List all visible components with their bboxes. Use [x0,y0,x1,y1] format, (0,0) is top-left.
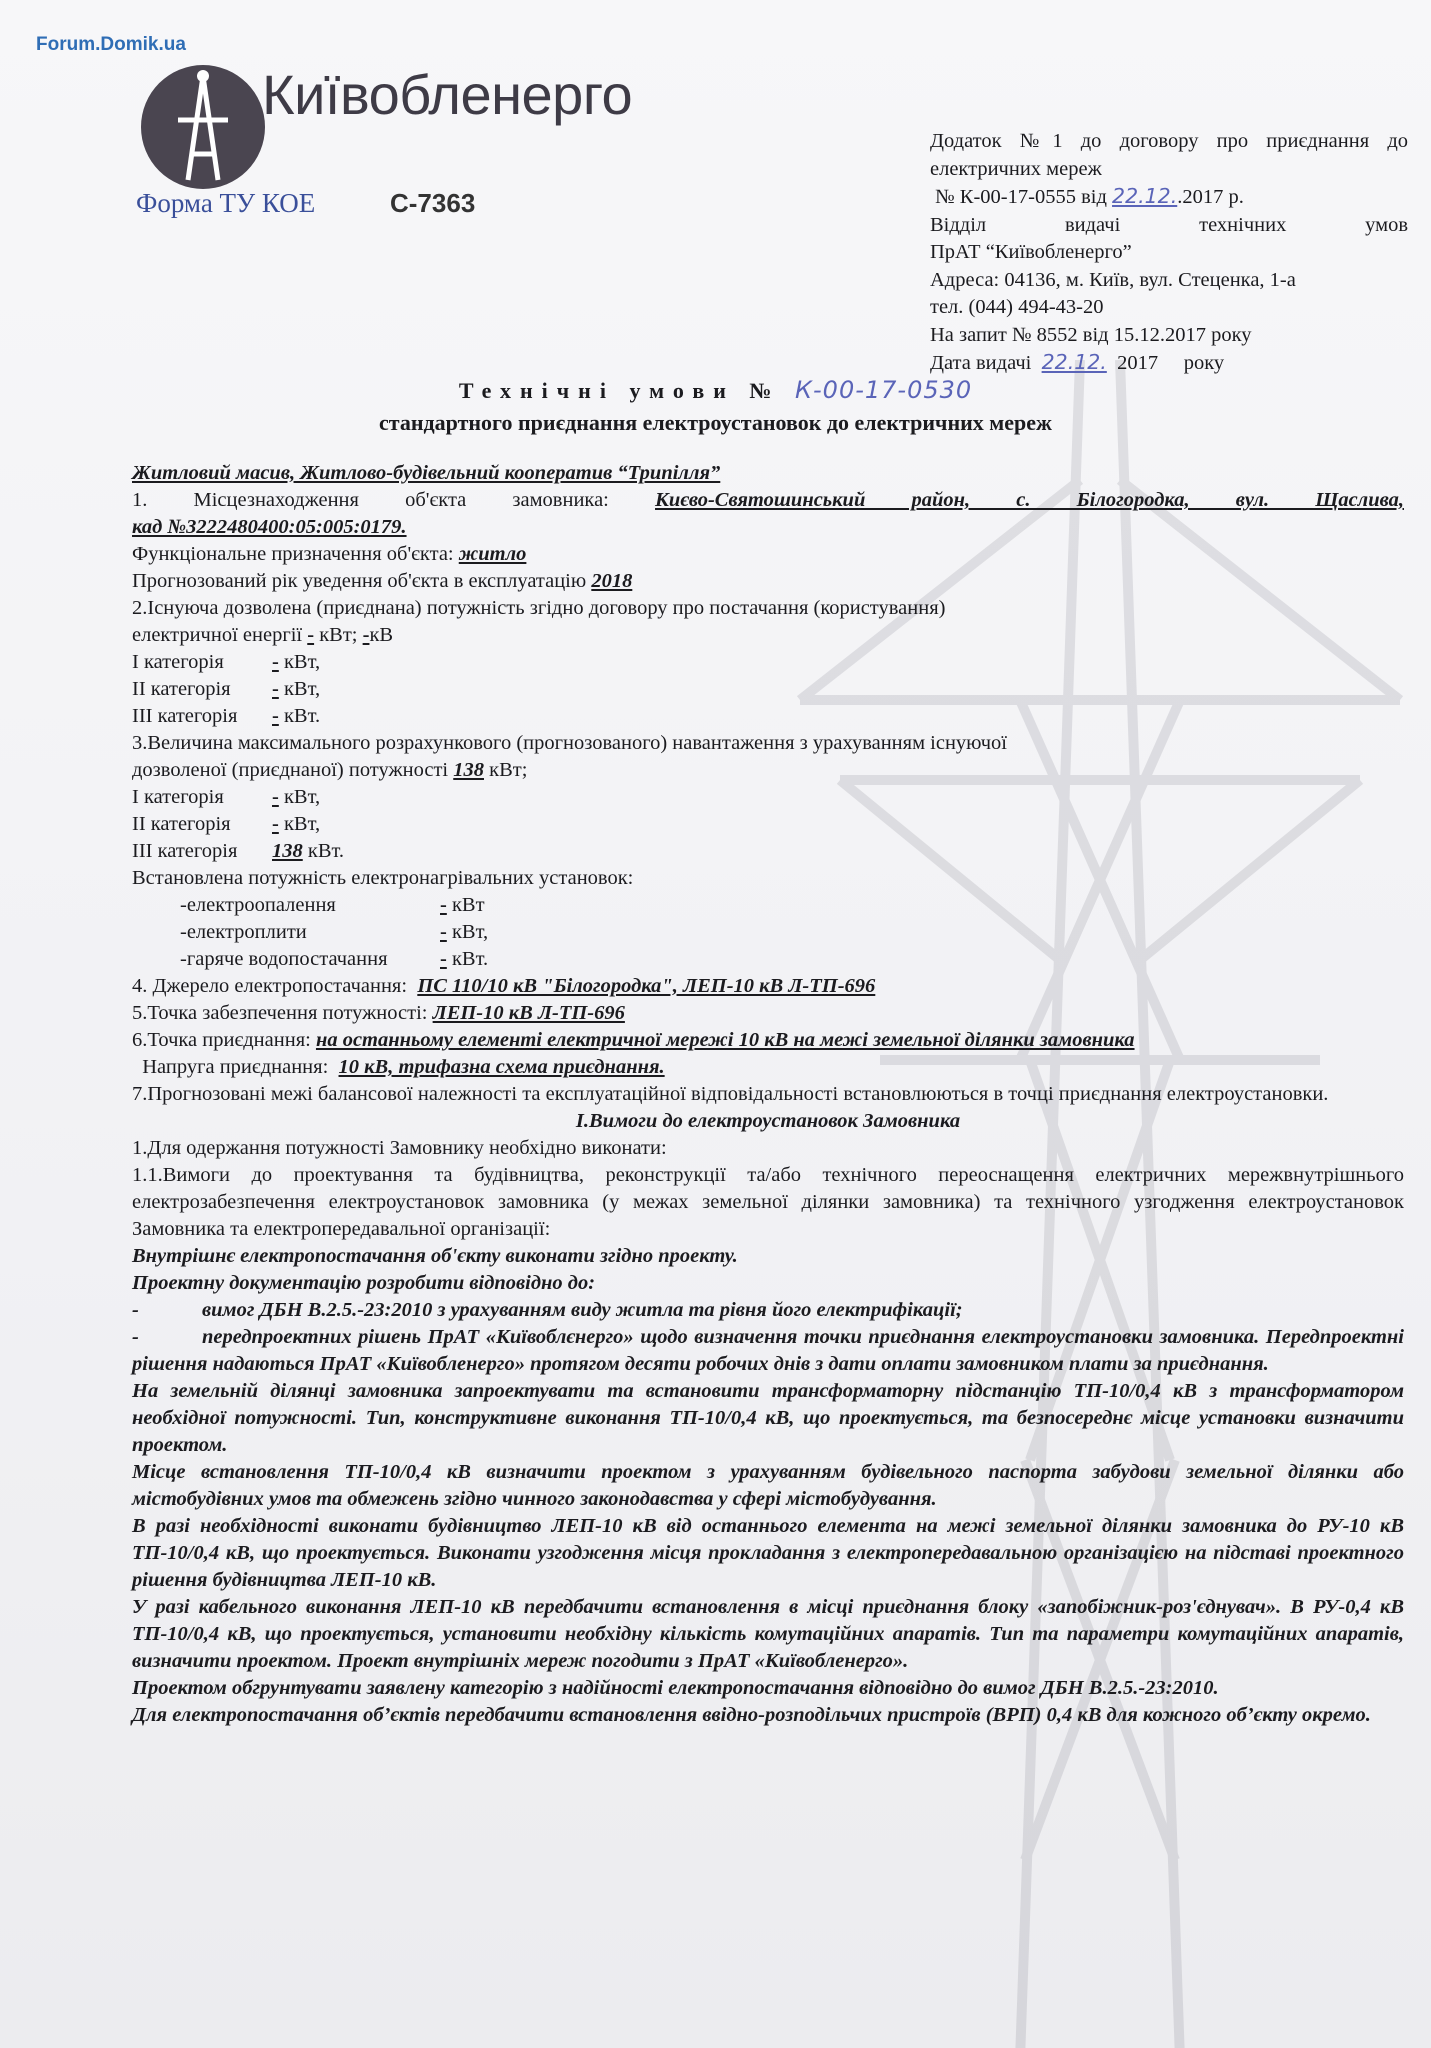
existing-kv: - [362,624,370,646]
voltage-label: Напруга приєднання: [142,1056,329,1078]
requirement-text: Проектну документацію розробити відповідно до: [132,1272,596,1294]
heating-item-value: - [440,948,447,970]
requirement-list-item [132,1324,1404,1378]
cat-unit: кВт, [283,678,321,700]
heating-label: Встановлена потужність електронагрівальних установок: [132,867,634,889]
addendum-block [930,128,1408,378]
addendum-line: ПрАТ “Київобленерго” [930,241,1132,263]
heating-item-unit: кВт, [451,921,489,943]
section-heading: І.Вимоги до електроустановок Замовника [575,1110,961,1132]
company-logo-icon [138,62,268,192]
handwritten-tu-number: К-00-17-0530 [794,376,973,404]
contract-number-line [930,183,1408,212]
cat-label: І категорія [132,651,224,673]
cat-value: - [272,705,279,727]
max-load-line: 3.Величина максимального розрахункового (прогнозованого) навантаження з урахуванням існуючої [132,732,1007,754]
heating-item-value: - [440,921,447,943]
existing-kv-unit: кВ [369,624,394,646]
function-label: Функціональне призначення об'єкта: [132,543,454,565]
commission-year-line [132,568,1404,595]
heating-item-label: -електроопалення [180,894,336,916]
max-cat-row [132,784,1404,811]
function-line [132,541,1404,568]
source-value: ПС 110/10 кВ "Білогородка", ЛЕП-10 кВ Л-ТП-696 [417,975,876,997]
existing-power-label: електричної енергії [132,624,303,646]
heating-row [132,892,1404,919]
location-label: 1. Місцезнаходження об'єкта замовника: [132,489,609,511]
requirement-list-item [132,1297,1404,1324]
addendum-line: Додаток №1 до договору про приєднання до [930,130,1408,152]
max-load-value: 138 [453,759,484,781]
document-body [132,460,1404,1729]
connection-point-value: на останньому елементі електричної мережі 10 кВ на межі земельної ділянки замовника [315,1029,1135,1051]
source-line [132,973,1404,1000]
cat-label: ІІ категорія [132,813,231,835]
requirement-text: У разі кабельного виконання ЛЕП-10 кВ передбачити встановлення в місці приєднання блоку «запобіжник-роз'єднувач». В РУ-0,4 кВ ТП-10/0,4 кВ, що проектується, установити необхідну кількість комутаційних апаратів. Тип та параметри комутаційних апаратів, визначити проектом. Проект внутрішніх мереж погодити з ПрАТ «Київобленерго». [132,1596,1404,1672]
commission-year-value: 2018 [591,570,633,592]
address-line: Адреса: 04136, м. Київ, вул. Стеценка, 1-а [930,268,1296,291]
requirement-text: В разі необхідності виконати будівництво ЛЕП-10 кВ від останнього елемента на межі земельної ділянки замовника до РУ-10 кВ ТП-10/0,4 кВ, що проектується. Виконати узгодження місця прокладання з електропередавальною організацією на підставі проектного рішення будівництва ЛЕП-10 кВ. [132,1515,1404,1591]
power-point-label: 5.Точка забезпечення потужності: [132,1002,428,1024]
cat-value: - [272,678,279,700]
cat-unit: кВт. [283,705,321,727]
cat-unit: кВт. [307,840,345,862]
request-line: На запит № 8552 від 15.12.2017 року [930,323,1252,346]
handwritten-issue-date: 22.12. [1041,350,1107,374]
issue-year: 2017 [1117,352,1159,374]
existing-power-line: 2.Існуюча дозволена (приєднана) потужність згідно договору про постачання (користування) [132,597,946,619]
list-item-text: вимог ДБН В.2.5.-23:2010 з урахуванням виду житла та рівня його електрифікації; [202,1299,963,1321]
source-label: 4. Джерело електропостачання: [132,975,408,997]
cat-unit: кВт, [283,813,321,835]
voltage-line [132,1054,1404,1081]
forum-watermark: Forum.Domik.ua [36,34,186,55]
existing-kw-unit: кВт; [319,624,358,646]
heating-row [132,919,1404,946]
function-value: житло [458,543,527,565]
contract-number: № К-00-17-0555 від [935,186,1107,208]
addendum-line: електричних мереж [930,157,1102,180]
cat-unit: кВт, [283,651,321,673]
location-line [132,487,1404,514]
document-title [0,376,1431,404]
heating-row [132,946,1404,973]
heating-item-label: -електроплити [180,921,307,943]
issue-date-label: Дата видачі [930,352,1032,374]
form-label: Форма ТУ КОЕ [136,188,316,218]
requirement-text: Для електропостачання об’єктів передбачити встановлення ввідно-розподільчих пристроїв (ВРП) 0,4 кВ для кожного об’єкту окремо. [132,1704,1371,1726]
requirement-text: Внутрішнє електропостачання об'єкту виконати згідно проекту. [132,1245,738,1267]
cat-label: ІІІ категорія [132,840,238,862]
object-name: Житловий масив, Житлово-будівельний кооператив “Трипілля” [132,462,721,484]
company-name: Київобленерго [262,63,633,126]
section-paragraph: 1.Для одержання потужності Замовнику необхідно виконати: [132,1137,667,1159]
heating-item-label: -гаряче водопостачання [180,948,388,970]
handwritten-date: 22.12. [1112,184,1178,208]
power-point-value: ЛЕП-10 кВ Л-ТП-696 [432,1002,625,1024]
cat-unit: кВт, [283,786,321,808]
requirement-text: На земельній ділянці замовника запроектувати та встановити трансформаторну підстанцію ТП-10/0,4 кВ з трансформатором необхідної потужності. Тип, конструктивне виконання ТП-10/0,4 кВ, що проектується, та безпосереднє місце установки визначити проектом. [132,1380,1404,1456]
connection-point-label: 6.Точка приєднання: [132,1029,311,1051]
max-cat-row [132,811,1404,838]
connection-point-line [132,1027,1404,1054]
heating-item-value: - [440,894,447,916]
cat-label: І категорія [132,786,224,808]
cat-label: ІІІ категорія [132,705,238,727]
list-dash: - [132,1299,139,1321]
cadastral-number: кад №3222480400:05:005:0179. [132,516,407,538]
existing-cat-row [132,676,1404,703]
list-dash: - [132,1326,139,1348]
location-value: Києво-Святошинський район, с. Білогородка, вул. Щаслива, [655,489,1404,511]
voltage-value: 10 кВ, трифазна схема приєднання. [338,1056,665,1078]
cat-value: - [272,786,279,808]
max-load-unit: кВт; [489,759,528,781]
list-item-text: передпроектних рішень ПрАТ «Київоблєнерго» щодо визначення точки приєднання електроустановки замовника. Передпроектні рішення надаються ПрАТ «Київобленерго» протягом десяти робочих днів з дати оплати замовником плати за приєднання. [132,1326,1404,1375]
requirement-text: Проектом обгрунтувати заявлену категорію з надійності електропостачання відповідно до вимог ДБН В.2.5.-23:2010. [132,1677,1219,1699]
issue-year-suffix: року [1183,352,1225,374]
requirement-text: Місце встановлення ТП-10/0,4 кВ визначити проектом з урахуванням будівельного паспорта забудови земельної ділянки або містобудівних умов та обмежень згідно чинного законодавства у сфері містобудування. [132,1461,1404,1510]
existing-cat-row [132,703,1404,730]
cat-value: - [272,813,279,835]
addendum-line: Відділ видачі технічних умов [930,213,1408,236]
max-load-values [132,757,1404,784]
issue-date-line [930,349,1408,378]
existing-kw: - [307,624,315,646]
contract-year: .2017 р. [1177,186,1244,208]
form-code: С-7363 [390,188,476,218]
cat-value: 138 [272,840,303,862]
title-text: Технічні умови № [458,378,781,403]
phone-line: тел. (044) 494-43-20 [930,296,1104,318]
heating-item-unit: кВт. [451,948,489,970]
heating-item-unit: кВт [451,894,485,916]
existing-cat-row [132,649,1404,676]
cat-value: - [272,651,279,673]
existing-power-values [132,622,1404,649]
document-subtitle: стандартного приєднання електроустановок до електричних мереж [378,410,1052,435]
max-cat-row [132,838,1404,865]
max-load-label: дозволеної (приєднаної) потужності [132,759,449,781]
balance-bounds: 7.Прогнозовані межі балансової належності та експлуатаційної відповідальності встановлюються в точці приєднання електроустановки. [132,1083,1329,1105]
section-paragraph: 1.1.Вимоги до проектування та будівництва, реконструкції та/або технічного переоснащення електричних мережвнутрішнього електрозабезпечення електроустановок замовника (у межах земельної ділянки замовника) та технічного узгодження електроустановок Замовника та електропередавальної організації: [132,1164,1404,1240]
commission-year-label: Прогнозований рік уведення об'єкта в експлуатацію [132,570,587,592]
power-point-line [132,1000,1404,1027]
cat-label: ІІ категорія [132,678,231,700]
